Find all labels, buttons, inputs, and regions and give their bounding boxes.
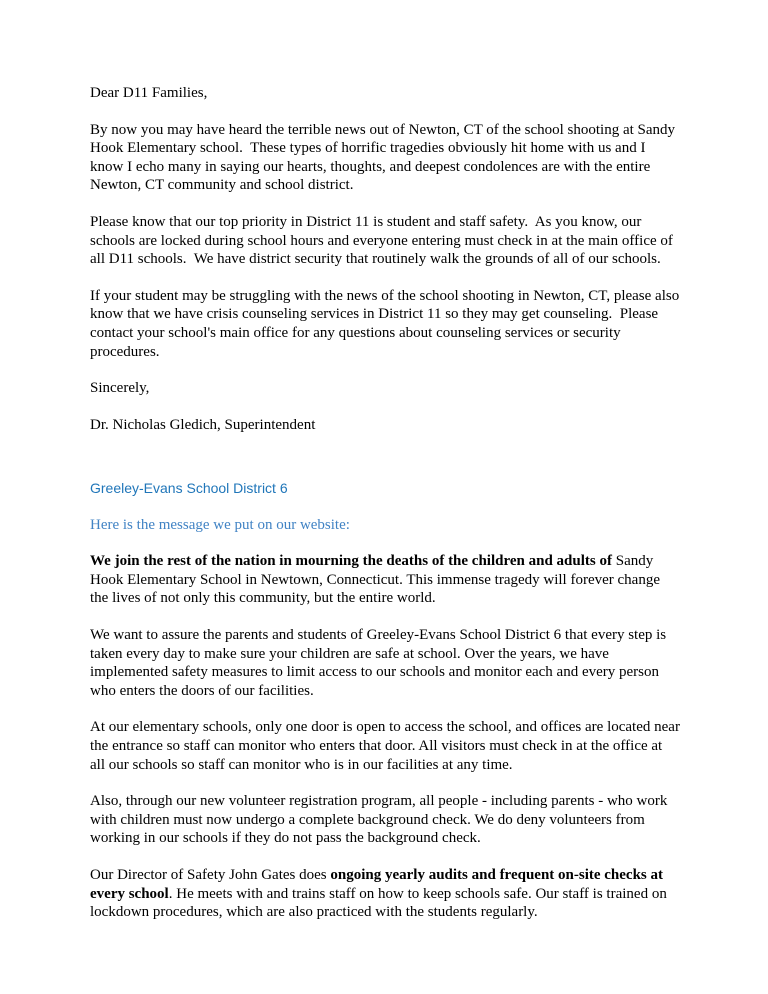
district-paragraph-2: We want to assure the parents and students of Greeley-Evans School District 6 that every step is taken every day to make sure your children are safe at school. Over the years, we have implemented safety measures to limit access to our schools and monitor each and every person who enters the doors of our facilities. xyxy=(90,627,670,699)
district-paragraph-5-post: . He meets with and trains staff on how to keep schools safe. Our staff is trained on lockdown procedures, which are also practiced with the students regularly. xyxy=(90,885,671,921)
district-paragraph-5 xyxy=(90,866,680,922)
district-paragraph-1-rest: Sandy Hook Elementary School in Newtown, Connecticut. This immense tragedy will forever change the lives of not only this community, but the entire world. xyxy=(90,553,664,607)
letter-closing: Sincerely, xyxy=(90,380,150,397)
district-paragraph-5-pre: Our Director of Safety John Gates does xyxy=(90,866,331,883)
district-heading: Greeley-Evans School District 6 xyxy=(90,480,288,497)
district-paragraph-3: At our elementary schools, only one door is open to access the school, and offices are located near the entrance so staff can monitor who enters that door. All visitors must check in at the office at all our schools so staff can monitor who is in our facilities at any time. xyxy=(90,719,684,773)
letter-paragraph-1: By now you may have heard the terrible news out of Newton, CT of the school shooting at Sandy Hook Elementary school. These types of horrific tragedies obviously hit home with us and I know I echo many in saying our hearts, thoughts, and deepest condolences are with the entire Newton, CT community and school district. xyxy=(90,121,679,194)
district-paragraph-5-bold: ongoing yearly audits and frequent on-site checks at every school xyxy=(90,866,667,902)
salutation: Dear D11 Families, xyxy=(90,85,208,101)
letter-signature: Dr. Nicholas Gledich, Superintendent xyxy=(90,416,316,433)
letter-paragraph-2: Please know that our top priority in District 11 is student and staff safety. As you know, our schools are locked during school hours and everyone entering must check in at the main office of all D11 schools. We have district security that routinely walk the grounds of all of our schools. xyxy=(90,213,677,268)
letter-paragraph-3: If your student may be struggling with the news of the school shooting in Newton, CT, please also know that we have crisis counseling services in District 11 so they may get counseling. Please contact your school's main office for any questions about counseling services or security procedures. xyxy=(90,287,683,360)
district-paragraph-1 xyxy=(90,552,680,608)
district-paragraph-4: Also, through our new volunteer registration program, all people - including parents - who work with children must now undergo a complete background check. We do deny volunteers from working in our schools if they do not pass the background check. xyxy=(90,793,672,847)
website-note: Here is the message we put on our website: xyxy=(90,516,350,533)
district-paragraph-1-bold: We join the rest of the nation in mourning the deaths of the children and adults of xyxy=(90,553,616,570)
